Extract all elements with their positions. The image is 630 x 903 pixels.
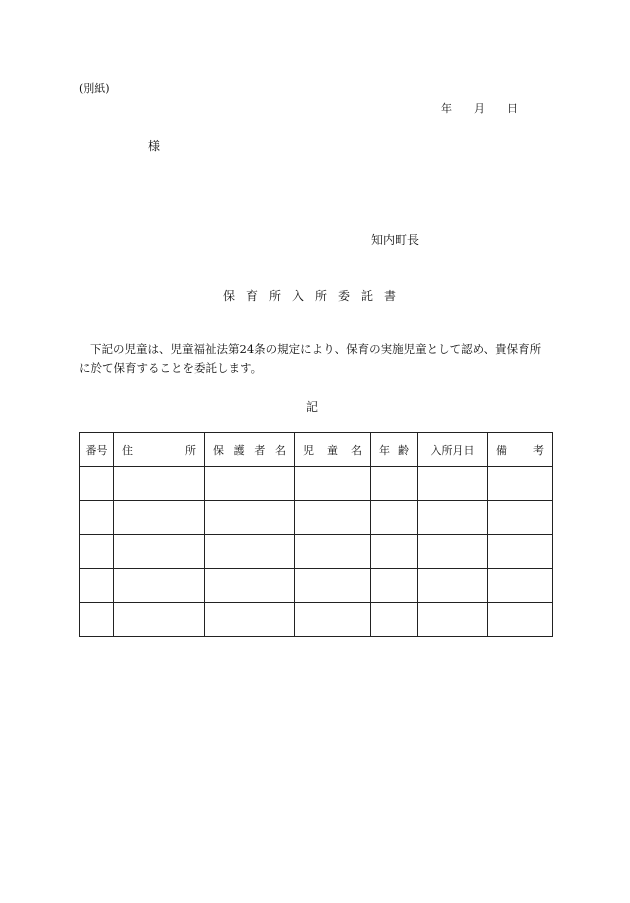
table-row [80,603,553,637]
table-cell [295,603,371,637]
body-text [79,340,559,378]
table-row [80,467,553,501]
table-cell [205,501,295,535]
table-cell [371,501,418,535]
table-cell [295,501,371,535]
date-day-label: 日 [507,102,518,115]
table-cell [295,569,371,603]
table-cell [488,535,553,569]
table-cell [114,535,205,569]
document-title: 保育所入所委託書 [222,289,407,303]
table-cell [418,569,488,603]
table-cell [418,603,488,637]
table-cell [205,569,295,603]
table-cell [418,467,488,501]
table-cell [205,535,295,569]
ki-heading: 記 [306,400,319,414]
entrustment-table [79,432,553,637]
table-row [80,501,553,535]
table-cell [418,501,488,535]
header-admission-date: 入所月日 [418,433,488,467]
date-month-label: 月 [474,102,485,115]
table-cell [205,467,295,501]
header-child-name: 児 童 名 [295,433,371,467]
table-cell [488,467,553,501]
table-cell [114,603,205,637]
table-cell [488,603,553,637]
table-cell [80,569,114,603]
table-cell [488,569,553,603]
table-cell [114,501,205,535]
header-remarks: 備 考 [488,433,553,467]
header-age: 年 齢 [371,433,418,467]
table-row [80,535,553,569]
table-cell [371,535,418,569]
table-cell [371,569,418,603]
date-line [441,100,518,116]
table-header-row [80,433,553,467]
table-cell [371,603,418,637]
header-address: 住 所 [114,433,205,467]
body-line-2: に於て保育することを委託します。 [79,361,263,375]
table-cell [371,467,418,501]
table-cell [80,603,114,637]
table-cell [114,569,205,603]
table-cell [295,467,371,501]
table-cell [205,603,295,637]
addressee-suffix: 様 [148,139,161,153]
date-year-label: 年 [441,102,452,115]
attachment-label: (別紙) [79,82,110,95]
table-cell [114,467,205,501]
table-row [80,569,553,603]
table-cell [295,535,371,569]
table-cell [418,535,488,569]
table-cell [80,501,114,535]
table-cell [80,467,114,501]
table-cell [488,501,553,535]
sender-name: 知内町長 [371,233,420,247]
body-line-1: 下記の児童は、児童福祉法第24条の規定により、保育の実施児童として認め、貴保育所 [90,342,542,356]
header-number: 番号 [80,433,114,467]
table-cell [80,535,114,569]
header-guardian-name: 保 護 者 名 [205,433,295,467]
